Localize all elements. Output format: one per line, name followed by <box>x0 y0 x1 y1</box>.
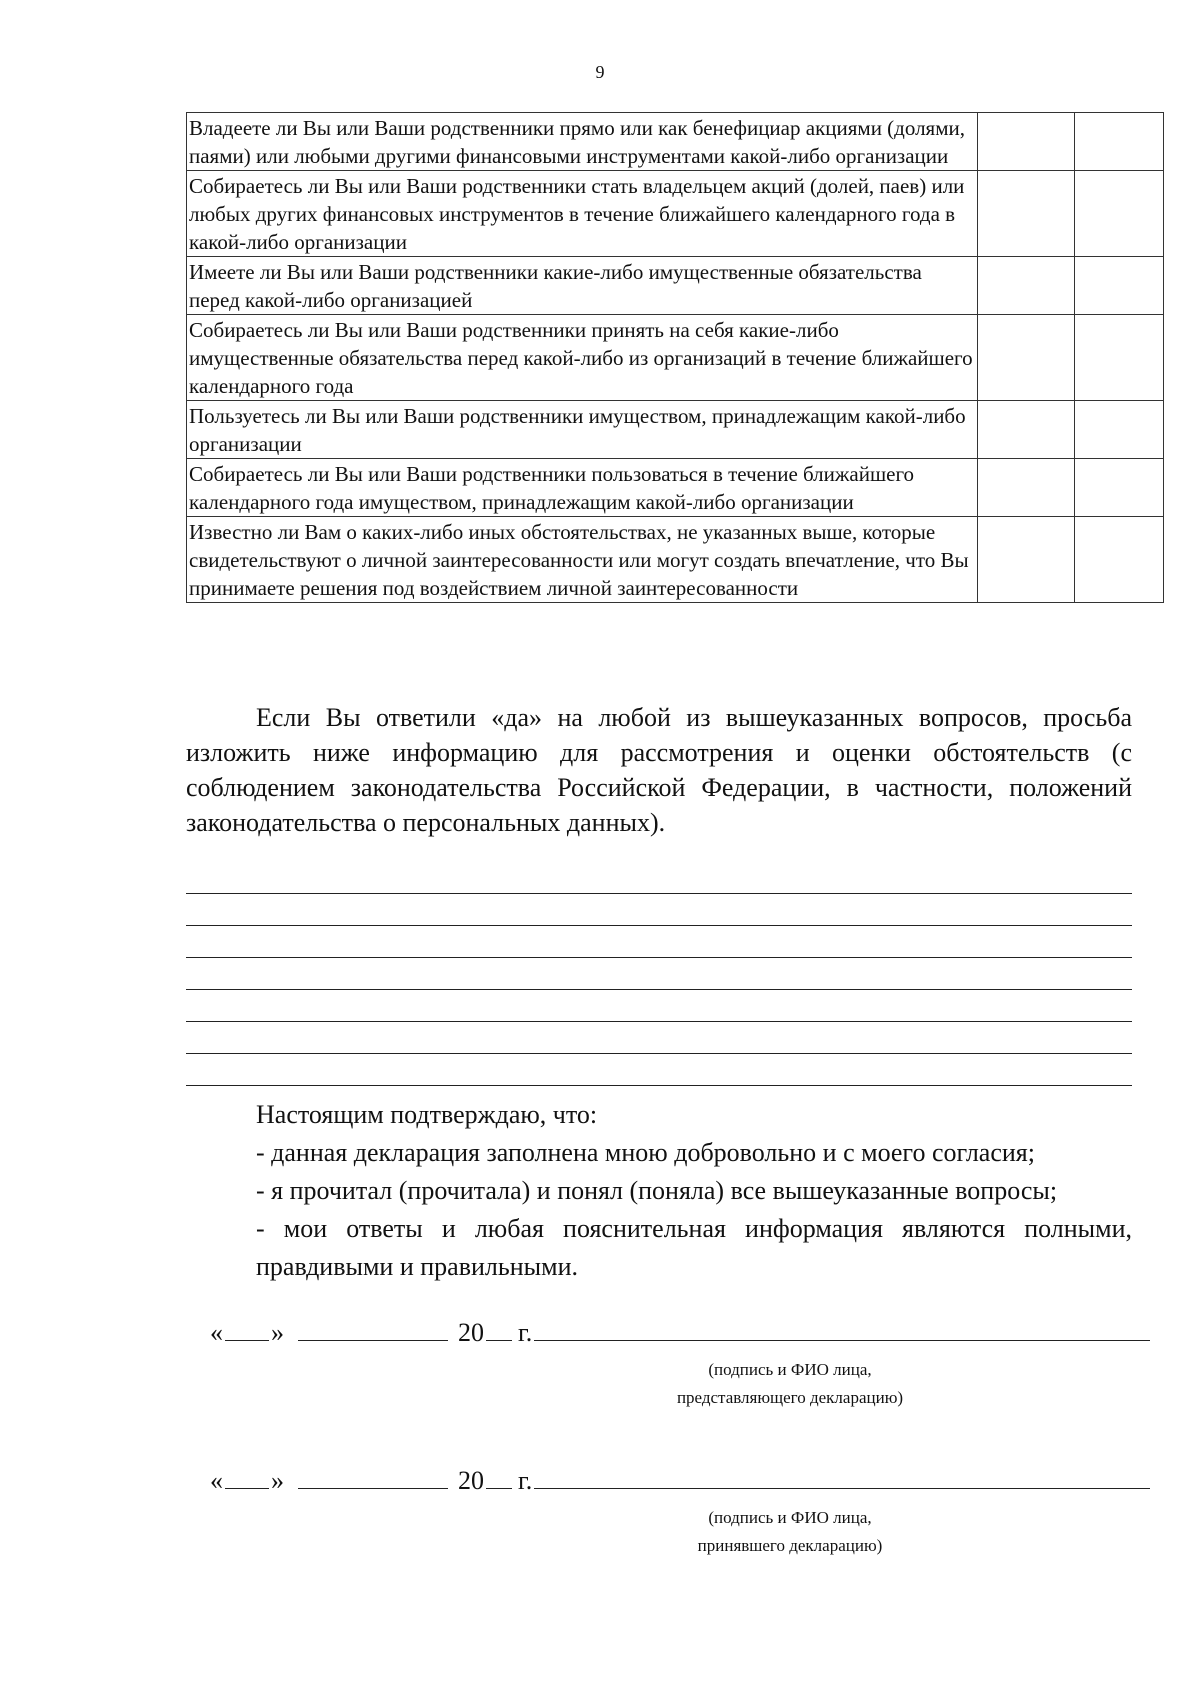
signature-caption-line: представляющего декларацию) <box>676 1388 904 1407</box>
table-row <box>187 315 1164 401</box>
signature-caption-line: (подпись и ФИО лица, <box>708 1360 872 1379</box>
year-suffix: г. <box>518 1318 533 1347</box>
year-prefix: 20 <box>458 1466 484 1495</box>
explanation-line[interactable] <box>186 1054 1132 1086</box>
question-text: Собираетесь ли Вы или Ваши родственники стать владельцем акций (долей, паев) или любых других финансовых инструментов в течение ближайшего календарного года в какой-либо организации <box>187 171 978 257</box>
date-signature-row <box>210 1462 1150 1498</box>
year-field[interactable] <box>486 1314 512 1341</box>
close-quote: » <box>271 1318 284 1347</box>
question-text: Собираетесь ли Вы или Ваши родственники пользоваться в течение ближайшего календарного года имуществом, принадлежащим какой-либо организации <box>187 459 978 517</box>
signature-caption-line: принявшего декларацию) <box>697 1536 883 1555</box>
question-text: Собираетесь ли Вы или Ваши родственники принять на себя какие-либо имущественные обязательства перед какой-либо из организаций в течение ближайшего календарного года <box>187 315 978 401</box>
signature-field[interactable] <box>534 1314 1150 1341</box>
confirmation-item: - я прочитал (прочитала) и понял (поняла) все вышеуказанные вопросы; <box>256 1176 1058 1205</box>
answer-cell-yes[interactable] <box>978 257 1075 315</box>
answer-cell-yes[interactable] <box>978 517 1075 603</box>
explanation-line[interactable] <box>186 958 1132 990</box>
confirmation-block <box>186 1096 1132 1286</box>
table-row <box>187 113 1164 171</box>
answer-cell-yes[interactable] <box>978 401 1075 459</box>
explanation-instructions-text: Если Вы ответили «да» на любой из вышеуказанных вопросов, просьба изложить ниже информацию для рассмотрения и оценки обстоятельств (с соблюдением законодательства Российской Федерации, в частности, положений законодательства о персональных данных). <box>186 703 1132 837</box>
table-row <box>187 401 1164 459</box>
answer-cell-yes[interactable] <box>978 459 1075 517</box>
answer-cell-no[interactable] <box>1075 401 1164 459</box>
day-field[interactable] <box>225 1462 269 1489</box>
answer-cell-yes[interactable] <box>978 113 1075 171</box>
year-field[interactable] <box>486 1462 512 1489</box>
date-signature-row <box>210 1314 1150 1350</box>
table-row <box>187 171 1164 257</box>
open-quote: « <box>210 1466 223 1495</box>
day-field[interactable] <box>225 1314 269 1341</box>
answer-cell-yes[interactable] <box>978 315 1075 401</box>
answer-cell-yes[interactable] <box>978 171 1075 257</box>
answer-cell-no[interactable] <box>1075 113 1164 171</box>
question-text: Пользуетесь ли Вы или Ваши родственники имуществом, принадлежащим какой-либо организации <box>187 401 978 459</box>
answer-cell-no[interactable] <box>1075 171 1164 257</box>
explanation-line[interactable] <box>186 990 1132 1022</box>
signature-caption <box>620 1504 960 1560</box>
close-quote: » <box>271 1466 284 1495</box>
answer-cell-no[interactable] <box>1075 257 1164 315</box>
explanation-lines <box>186 862 1132 1086</box>
confirmation-heading: Настоящим подтверждаю, что: <box>256 1100 598 1129</box>
signature-caption <box>620 1356 960 1412</box>
question-text: Имеете ли Вы или Ваши родственники какие-либо имущественные обязательства перед какой-либо организацией <box>187 257 978 315</box>
explanation-instructions <box>186 700 1132 840</box>
answer-cell-no[interactable] <box>1075 517 1164 603</box>
question-text: Известно ли Вам о каких-либо иных обстоятельствах, не указанных выше, которые свидетельствуют о личной заинтересованности или могут создать впечатление, что Вы принимаете решения под воздействием личной заинтересованности <box>187 517 978 603</box>
confirmation-item: - данная декларация заполнена мною добровольно и с моего согласия; <box>256 1138 1035 1167</box>
year-suffix: г. <box>518 1466 533 1495</box>
signature-caption-line: (подпись и ФИО лица, <box>708 1508 872 1527</box>
explanation-line[interactable] <box>186 894 1132 926</box>
table-row <box>187 257 1164 315</box>
answer-cell-no[interactable] <box>1075 459 1164 517</box>
explanation-line[interactable] <box>186 1022 1132 1054</box>
signature-field[interactable] <box>534 1462 1150 1489</box>
confirmation-item: - мои ответы и любая пояснительная информация являются полными, правдивыми и правильными. <box>256 1214 1132 1281</box>
year-prefix: 20 <box>458 1318 484 1347</box>
explanation-line[interactable] <box>186 926 1132 958</box>
month-field[interactable] <box>298 1314 448 1341</box>
open-quote: « <box>210 1318 223 1347</box>
signature-block-receiver <box>210 1462 1150 1560</box>
table-row <box>187 517 1164 603</box>
question-text: Владеете ли Вы или Ваши родственники прямо или как бенефициар акциями (долями, паями) или любыми другими финансовыми инструментами какой-либо организации <box>187 113 978 171</box>
table-row <box>187 459 1164 517</box>
answer-cell-no[interactable] <box>1075 315 1164 401</box>
month-field[interactable] <box>298 1462 448 1489</box>
explanation-line[interactable] <box>186 862 1132 894</box>
signature-block-declarant <box>210 1314 1150 1412</box>
page-number: 9 <box>595 62 605 82</box>
questions-table <box>186 112 1164 603</box>
